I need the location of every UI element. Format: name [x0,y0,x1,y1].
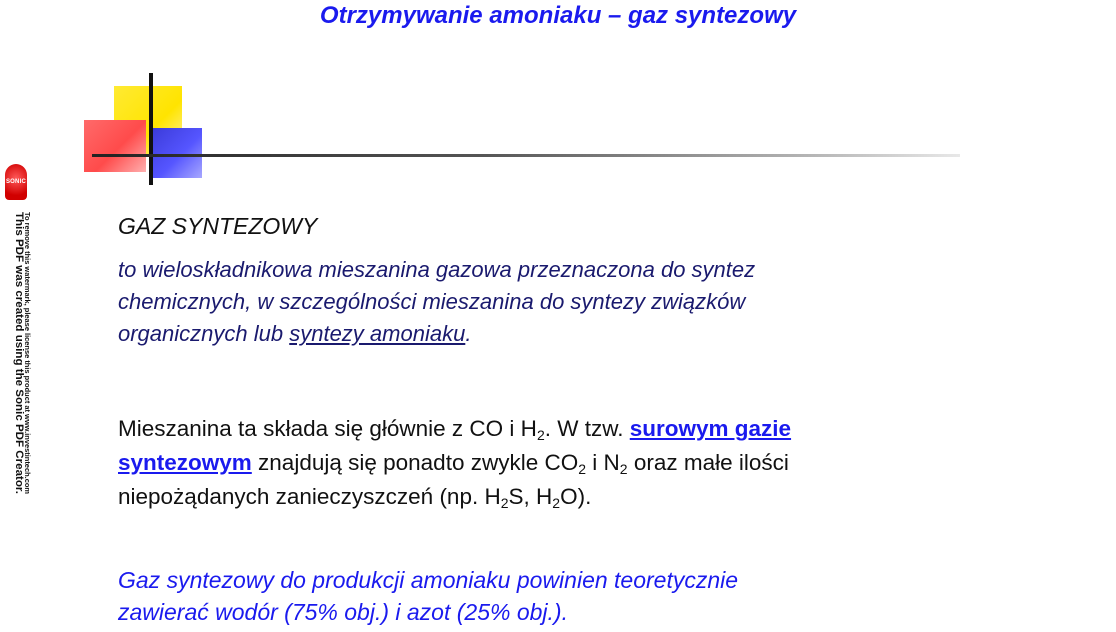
decor-red-square [84,120,146,172]
conclusion-line-2: zawierać wodór (75% obj.) i azot (25% obj.). [118,599,568,625]
definition-line-1: to wieloskładnikowa mieszanina gazowa przeznaczona do syntez [118,257,756,282]
definition-text [118,254,755,350]
composition-paragraph [118,412,791,514]
section-heading: GAZ SYNTEZOWY [118,213,318,239]
watermark-line-1: This PDF was created using the Sonic PDF Creator. [13,212,25,471]
definition-line-2: chemicznych, w szczególności mieszanina do syntezy związków [118,289,746,314]
watermark-sidebar [4,164,28,496]
paragraph-line-3: niepożądanych zanieczyszczeń (np. $H_2S$, $H_2O$). [118,484,592,511]
syntezowym-link[interactable]: syntezowym [118,450,252,475]
definition-line-3-pre: organicznych lub [118,321,290,346]
decor-blue-square [152,128,202,178]
conclusion-line-1: Gaz syntezowy do produkcji amoniaku powinien teoretycznie [118,567,739,593]
slide-title: Otrzymywanie amoniaku – gaz syntezowy [319,2,797,29]
definition-line-3 [118,318,755,350]
watermark-line-2: To remove this watermark, please license this product at www.investintech.com [23,212,30,478]
sonic-logo-icon: SONIC [5,164,27,200]
paragraph-line-1: Mieszanina ta składa się głównie z CO i $H_2$. W tzw. surowym gazie [118,416,792,443]
definition-line-3-post: . [465,321,472,346]
syntezy-amoniaku-link[interactable]: syntezy amoniaku [289,321,466,346]
conclusion-text [118,564,738,628]
decor-vertical-line [149,73,153,185]
decor-horizontal-line [92,154,960,157]
paragraph-line-2: syntezowym znajdują się ponadto zwykle $CO_2$ i $N_2$ oraz małe ilości [118,450,789,477]
surowym-gazie-link[interactable]: surowym gazie [629,416,792,441]
watermark-text [4,208,28,496]
